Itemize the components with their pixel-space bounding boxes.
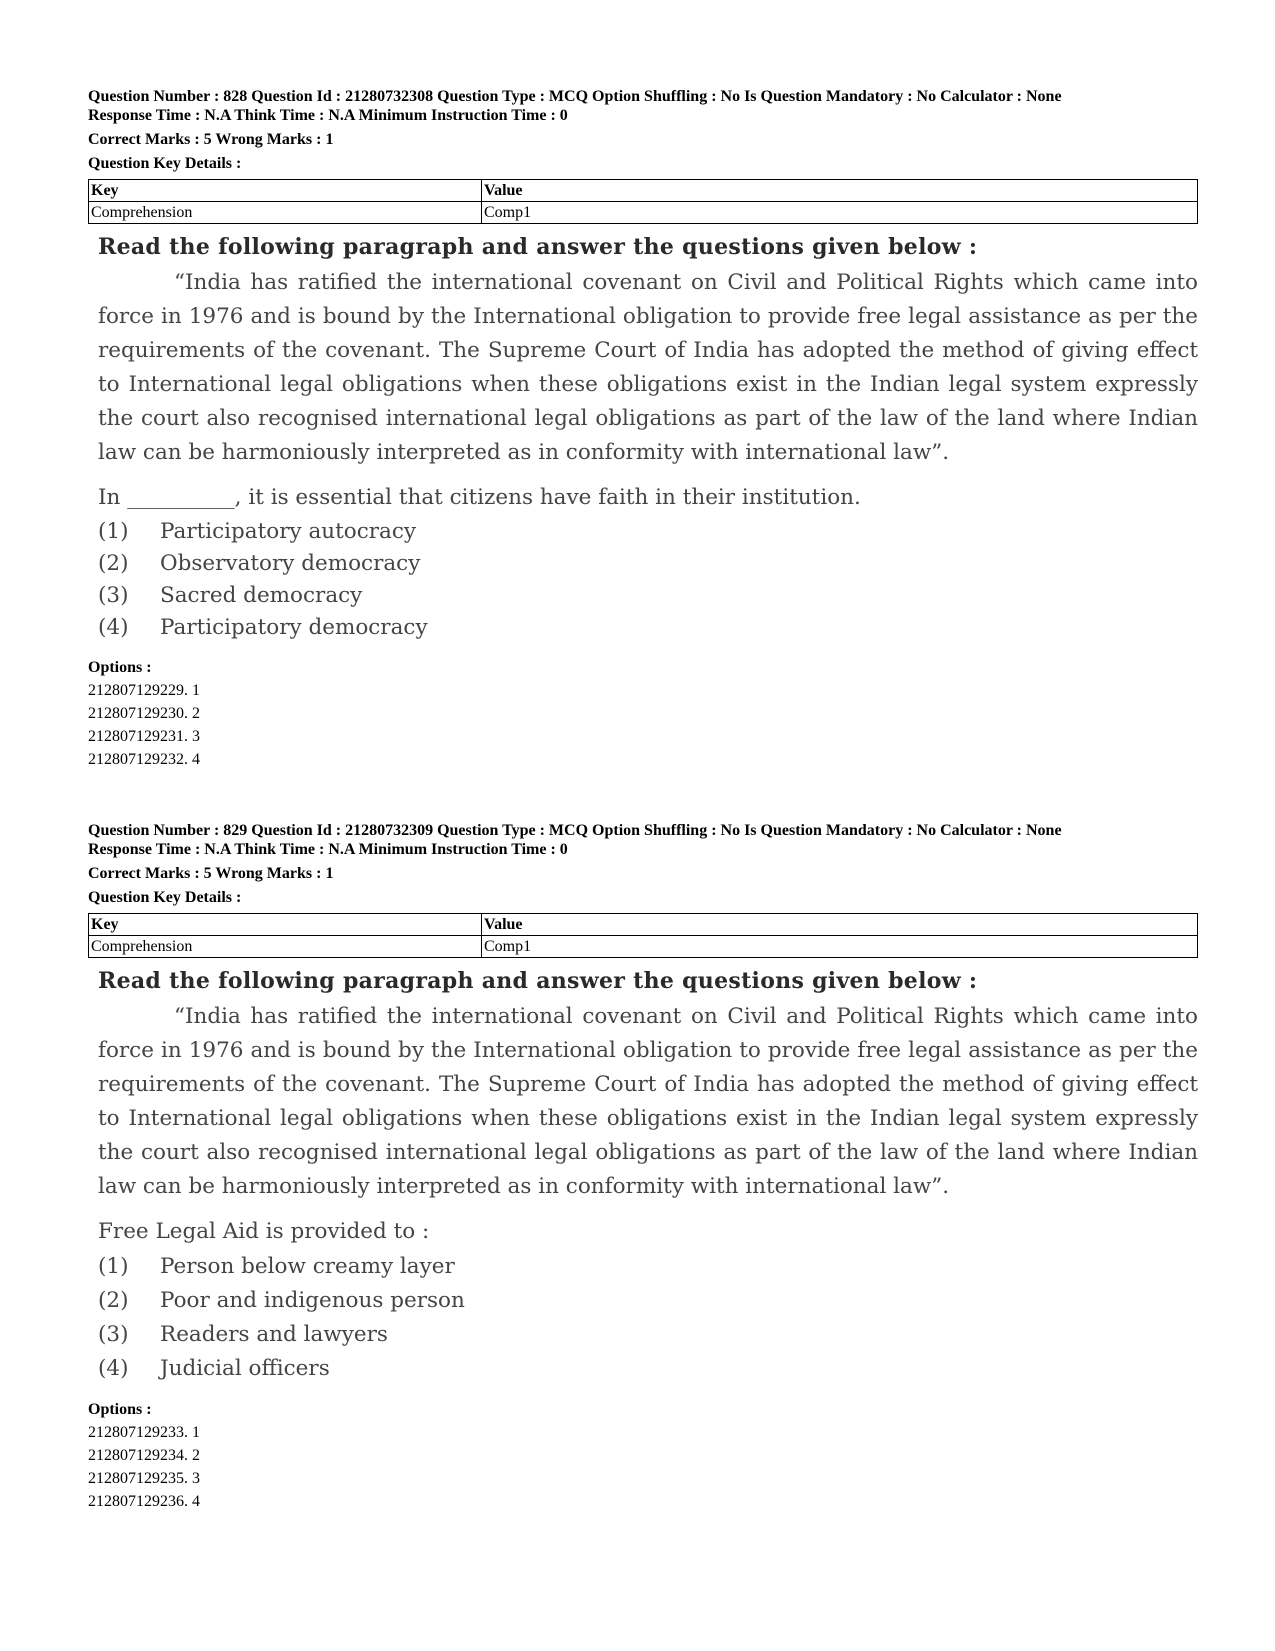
option-id-line: 212807129231. 3 bbox=[88, 728, 200, 745]
marks-line: Correct Marks : 5 Wrong Marks : 1 bbox=[88, 131, 334, 148]
marks-line: Correct Marks : 5 Wrong Marks : 1 bbox=[88, 865, 334, 882]
table-header-value: Value bbox=[482, 914, 1198, 936]
question-stem: Free Legal Aid is provided to : bbox=[98, 1219, 430, 1244]
choice-item: (2) Poor and indigenous person bbox=[98, 1288, 465, 1313]
choice-item: (2) Observatory democracy bbox=[98, 551, 421, 576]
question-stem: In __________, it is essential that citizens have faith in their institution. bbox=[98, 485, 861, 510]
key-details-table bbox=[88, 179, 1198, 224]
table-cell-value: Comp1 bbox=[482, 936, 1198, 958]
options-label: Options : bbox=[88, 659, 152, 676]
option-id-line: 212807129235. 3 bbox=[88, 1470, 200, 1487]
question-block-828 bbox=[88, 88, 1198, 771]
table-header-row bbox=[89, 180, 1198, 202]
key-details-table bbox=[88, 913, 1198, 958]
options-label: Options : bbox=[88, 1401, 152, 1418]
choice-item: (4) Judicial officers bbox=[98, 1356, 330, 1381]
option-id-line: 212807129236. 4 bbox=[88, 1493, 200, 1510]
option-id-line: 212807129233. 1 bbox=[88, 1424, 200, 1441]
key-details-label: Question Key Details : bbox=[88, 889, 242, 906]
question-block-829 bbox=[88, 822, 1198, 1513]
table-header-key: Key bbox=[89, 914, 482, 936]
question-meta-line-2: Response Time : N.A Think Time : N.A Minimum Instruction Time : 0 bbox=[88, 840, 568, 858]
table-header-key: Key bbox=[89, 180, 482, 202]
choice-item: (1) Participatory autocracy bbox=[98, 519, 417, 544]
table-cell-key: Comprehension bbox=[89, 202, 482, 224]
table-row bbox=[89, 202, 1198, 224]
option-id-line: 212807129230. 2 bbox=[88, 705, 200, 722]
table-header-row bbox=[89, 914, 1198, 936]
option-id-line: 212807129232. 4 bbox=[88, 751, 200, 768]
option-id-line: 212807129229. 1 bbox=[88, 682, 200, 699]
table-header-value: Value bbox=[482, 180, 1198, 202]
table-row bbox=[89, 936, 1198, 958]
scan-heading: Read the following paragraph and answer the questions given below : bbox=[98, 234, 978, 260]
table-cell-key: Comprehension bbox=[89, 936, 482, 958]
choice-item: (3) Sacred democracy bbox=[98, 583, 363, 608]
question-scan-image bbox=[98, 232, 1198, 644]
table-cell-value: Comp1 bbox=[482, 202, 1198, 224]
comprehension-paragraph: “India has ratified the international covenant on Civil and Political Rights which came into force in 1976 and is bound by the International obligation to provide free legal assistance as per the requirements of the covenant. The Supreme Court of India has adopted the method of giving effect to International legal obligations when these obligations exist in the Indian legal system expressly the court also recognised international legal obligations as part of the law of the land where Indian law can be harmoniously interpreted as in conformity with international law”. bbox=[98, 270, 1198, 465]
question-meta-line-2: Response Time : N.A Think Time : N.A Minimum Instruction Time : 0 bbox=[88, 106, 568, 124]
choice-item: (4) Participatory democracy bbox=[98, 615, 428, 640]
question-meta-line-1: Question Number : 828 Question Id : 21280732308 Question Type : MCQ Option Shuffling : No Is Question Mandatory : No Calculator : None bbox=[88, 88, 1062, 105]
question-meta-line-1: Question Number : 829 Question Id : 21280732309 Question Type : MCQ Option Shuffling : No Is Question Mandatory : No Calculator : None bbox=[88, 822, 1062, 839]
key-details-label: Question Key Details : bbox=[88, 155, 242, 172]
question-scan-image bbox=[98, 966, 1198, 1386]
comprehension-paragraph: “India has ratified the international covenant on Civil and Political Rights which came into force in 1976 and is bound by the International obligation to provide free legal assistance as per the requirements of the covenant. The Supreme Court of India has adopted the method of giving effect to International legal obligations when these obligations exist in the Indian legal system expressly the court also recognised international legal obligations as part of the law of the land where Indian law can be harmoniously interpreted as in conformity with international law”. bbox=[98, 1004, 1198, 1199]
scan-heading: Read the following paragraph and answer the questions given below : bbox=[98, 968, 978, 994]
choice-item: (1) Person below creamy layer bbox=[98, 1254, 455, 1279]
choice-item: (3) Readers and lawyers bbox=[98, 1322, 388, 1347]
option-id-line: 212807129234. 2 bbox=[88, 1447, 200, 1464]
